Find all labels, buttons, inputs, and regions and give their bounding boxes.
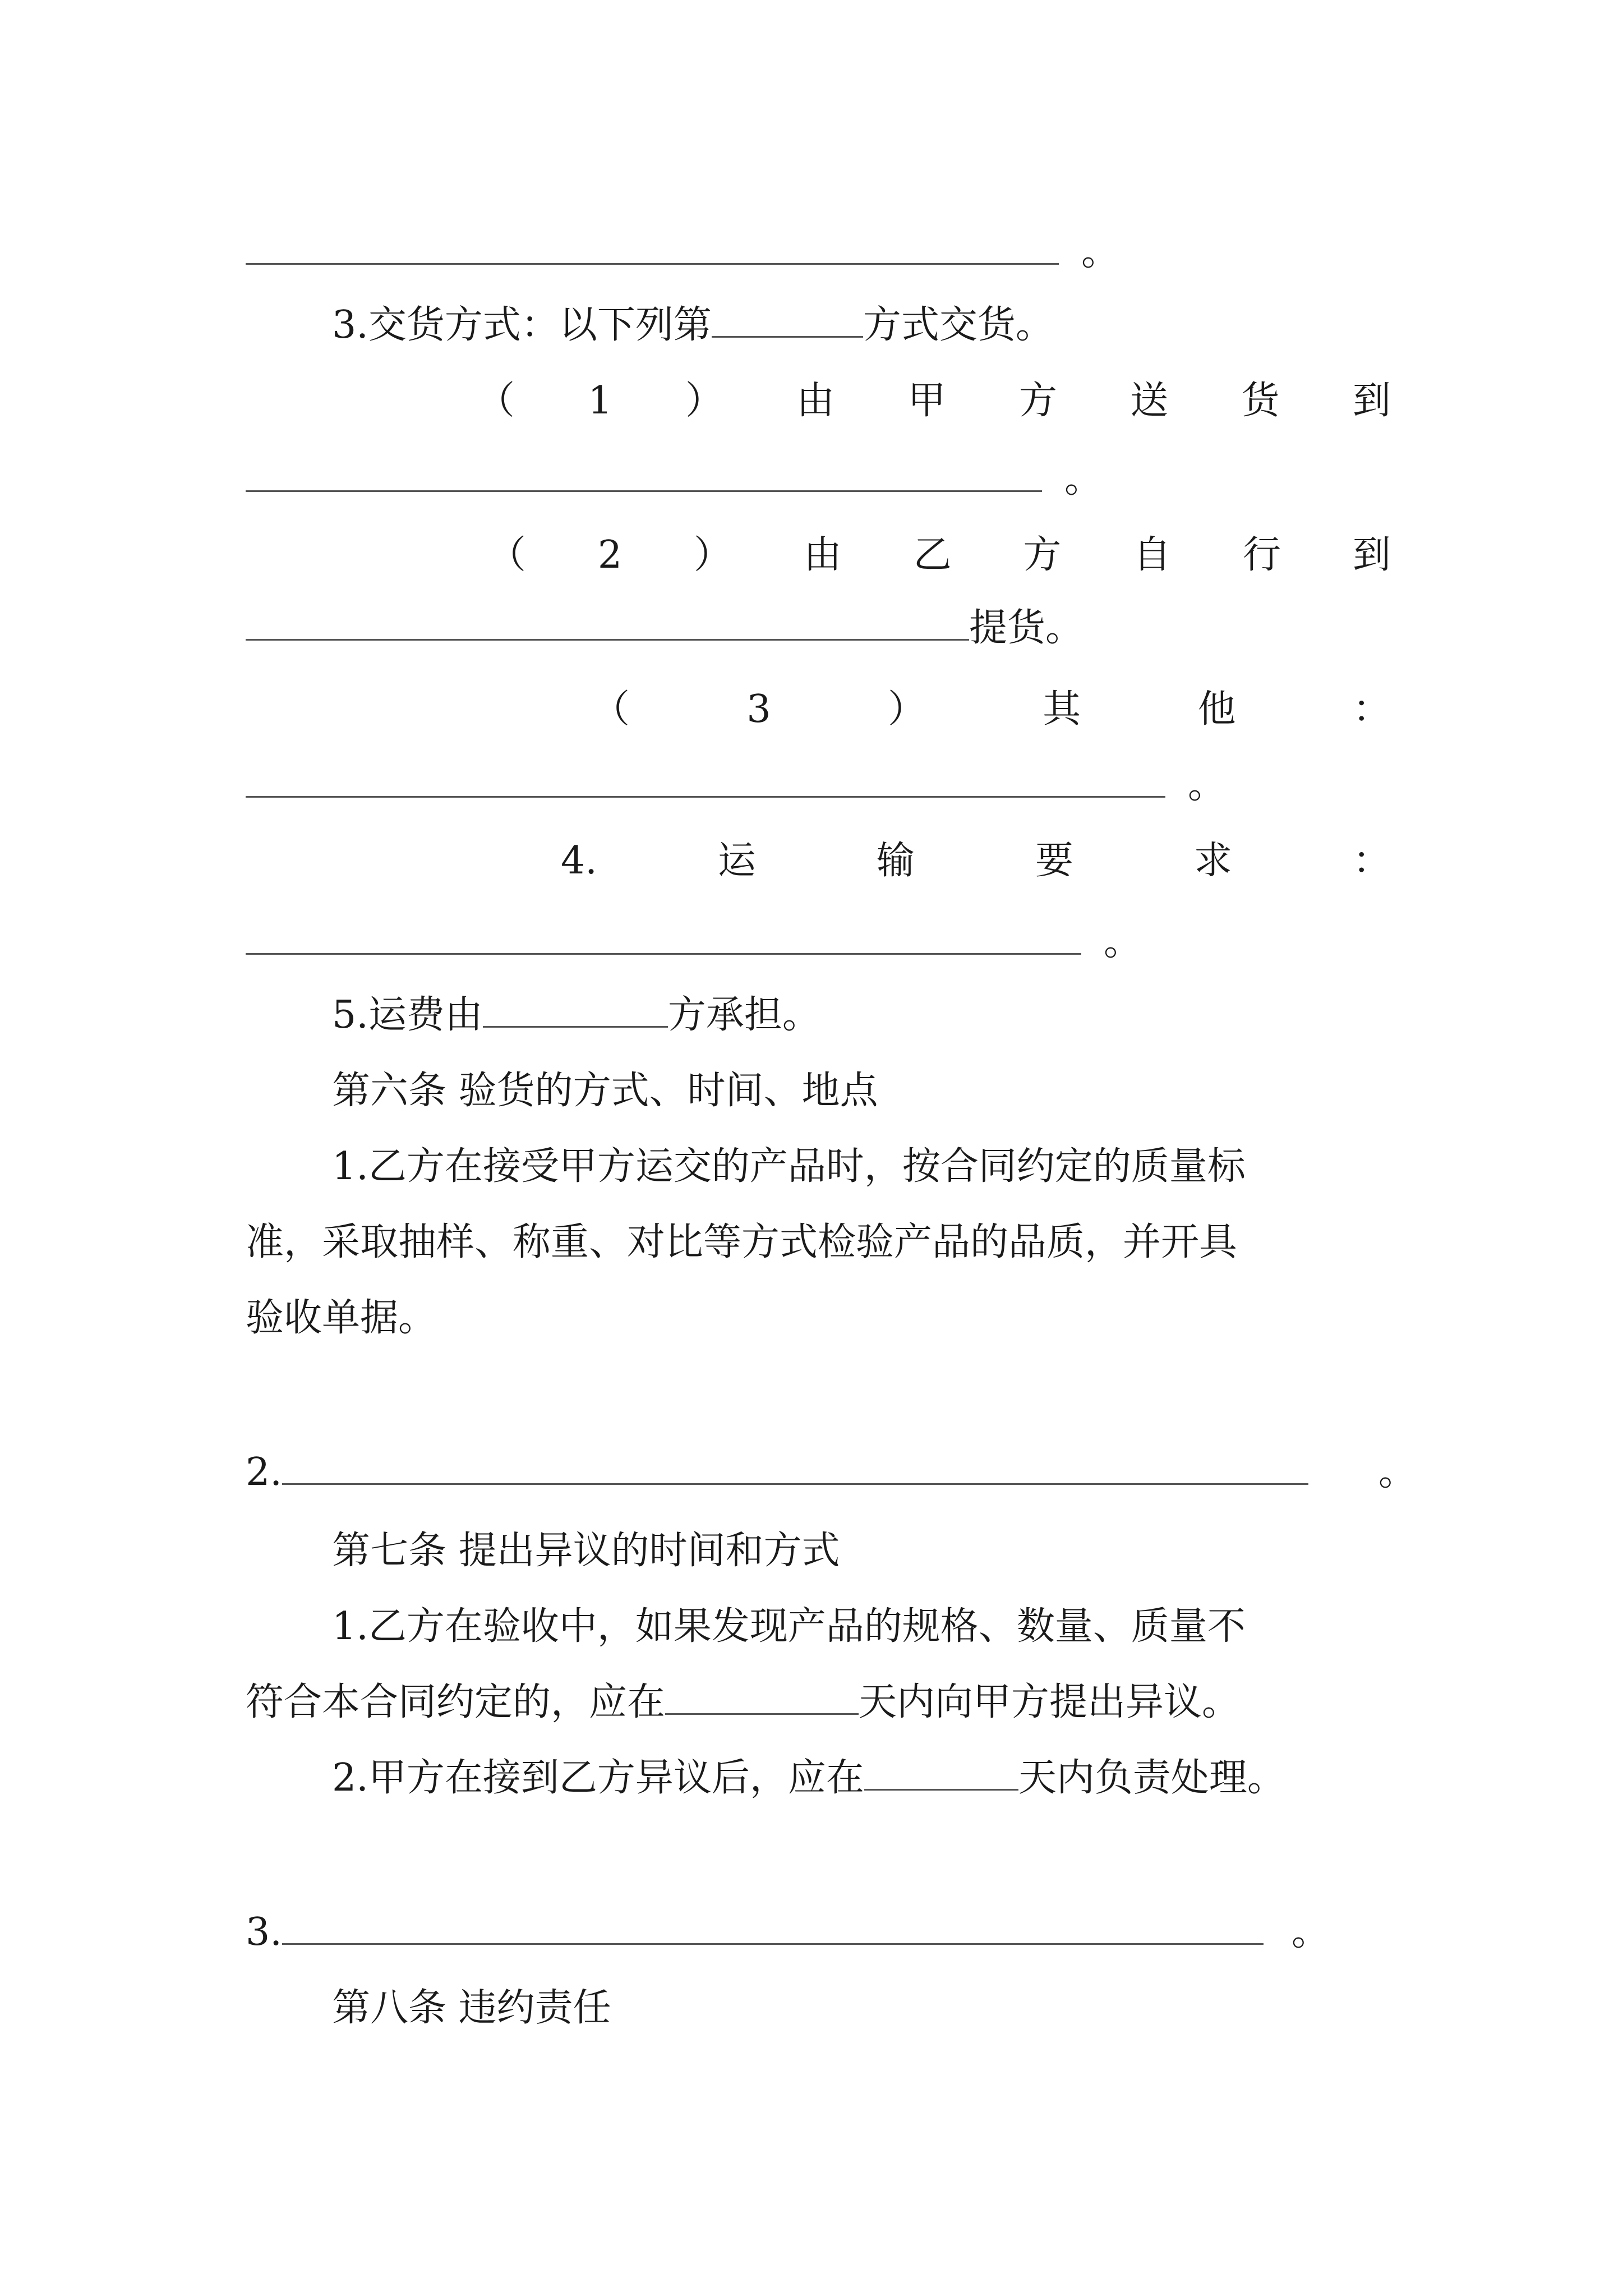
- spread-token: 输: [876, 839, 915, 883]
- article-8-heading: 第八条 违约责任: [332, 1986, 611, 2030]
- option-3-line: [592, 670, 1391, 749]
- period: 。: [1291, 1910, 1330, 1954]
- article-7-paragraph-2: [332, 1739, 1454, 1818]
- spread-token: ）: [693, 533, 732, 577]
- spread-token: 由: [803, 533, 842, 577]
- transport-blank-line: [246, 903, 1395, 982]
- paragraph-text: 验收单据。: [246, 1296, 437, 1340]
- spread-token: 方: [1018, 379, 1057, 423]
- spread-token: 送: [1130, 379, 1169, 423]
- spread-token: 到: [1352, 533, 1391, 577]
- pickup-text: 提货。: [969, 606, 1084, 650]
- option-2-blank[interactable]: [246, 605, 969, 641]
- spread-token: 到: [1352, 379, 1391, 423]
- paragraph-text: 1.乙方在验收中，如果发现产品的规格、数量、质量不: [332, 1604, 1246, 1649]
- spread-token: 甲: [907, 379, 946, 423]
- paragraph-text: 天内向甲方提出异议。: [859, 1680, 1241, 1724]
- period: 。: [1081, 230, 1120, 274]
- paragraph-text: 2.甲方在接到乙方异议后，应在: [332, 1756, 864, 1800]
- fill-in-blank[interactable]: [246, 229, 1059, 265]
- delivery-method-suffix: 方式交货。: [863, 303, 1054, 347]
- spread-token: ：: [1352, 687, 1391, 731]
- article-6-paragraph-1-line-1: [332, 1128, 1398, 1206]
- option-2-line: [488, 516, 1391, 595]
- article-7-paragraph-1-line-2: [246, 1663, 1395, 1742]
- spread-token: 方: [1023, 533, 1062, 577]
- spread-token: 求: [1193, 839, 1232, 883]
- option-1-blank-line: [246, 440, 1395, 519]
- option-3-blank[interactable]: [246, 762, 1165, 798]
- delivery-method-label: 3.交货方式：以下列第: [332, 303, 712, 347]
- article-6-heading: 第六条 验货的方式、时间、地点: [332, 1069, 878, 1113]
- period: 。: [1104, 920, 1142, 964]
- spread-token: ）: [887, 687, 926, 731]
- paragraph-text: 符合本合同约定的，应在: [246, 1680, 666, 1724]
- article-6-item-2-blank[interactable]: [282, 1450, 1308, 1485]
- article-7-paragraph-1-line-1: [332, 1588, 1398, 1666]
- article-6-paragraph-2: [246, 1433, 1417, 1512]
- spread-token: 1: [588, 379, 612, 423]
- spread-token: 自: [1133, 533, 1172, 577]
- spread-token: 行: [1243, 533, 1281, 577]
- freight-suffix: 方承担。: [667, 993, 820, 1037]
- delivery-method-blank[interactable]: [712, 302, 863, 338]
- option-1-line: [477, 362, 1391, 440]
- freight-line: [332, 976, 1398, 1055]
- period: 。: [1378, 1450, 1417, 1494]
- spread-token: （: [477, 379, 515, 423]
- blank-line-1: [246, 213, 1395, 292]
- item-number: 2.: [246, 1450, 282, 1494]
- spread-token: ）: [685, 379, 723, 423]
- freight-label: 5.运费由: [332, 993, 483, 1037]
- transport-blank[interactable]: [246, 919, 1081, 955]
- spread-token: 其: [1043, 687, 1081, 731]
- article-7-item-3-blank[interactable]: [282, 1910, 1264, 1945]
- spread-token: 4.: [561, 839, 597, 883]
- spread-token: 运: [717, 839, 756, 883]
- paragraph-text: 1.乙方在接受甲方运交的产品时，按合同约定的质量标: [332, 1144, 1246, 1189]
- spread-token: 由: [796, 379, 835, 423]
- article-6-paragraph-1-line-3: [246, 1279, 1395, 1358]
- option-1-blank[interactable]: [246, 457, 1042, 492]
- article-7-title: [332, 1512, 1398, 1590]
- freight-blank[interactable]: [483, 992, 668, 1028]
- objection-days-blank[interactable]: [665, 1680, 859, 1715]
- spread-token: 2: [597, 533, 623, 577]
- item-number: 3.: [246, 1910, 282, 1954]
- spread-token: 他: [1197, 687, 1236, 731]
- paragraph-text: 准，采取抽样、称重、对比等方式检验产品的品质，并开具: [246, 1220, 1238, 1264]
- option-3-blank-line: [246, 746, 1395, 825]
- handling-days-blank[interactable]: [864, 1755, 1018, 1791]
- spread-token: 货: [1241, 379, 1280, 423]
- article-7-heading: 第七条 提出异议的时间和方式: [332, 1529, 840, 1573]
- article-6-paragraph-1-line-2: [246, 1203, 1395, 1282]
- period: 。: [1064, 457, 1103, 501]
- paragraph-text: 天内负责处理。: [1018, 1756, 1285, 1800]
- spread-token: （: [592, 687, 630, 731]
- transport-line: [561, 822, 1391, 900]
- spread-token: （: [488, 533, 527, 577]
- spread-token: 3: [746, 687, 771, 731]
- option-2-blank-line: [246, 589, 1395, 668]
- delivery-method-line: [332, 286, 1398, 365]
- spread-token: 乙: [913, 533, 952, 577]
- period: 。: [1188, 763, 1227, 807]
- article-8-title: [332, 1969, 1398, 2047]
- spread-token: 要: [1035, 839, 1073, 883]
- article-7-paragraph-3: [246, 1893, 1395, 1972]
- spread-token: ：: [1352, 839, 1391, 883]
- article-6-title: [332, 1052, 1398, 1130]
